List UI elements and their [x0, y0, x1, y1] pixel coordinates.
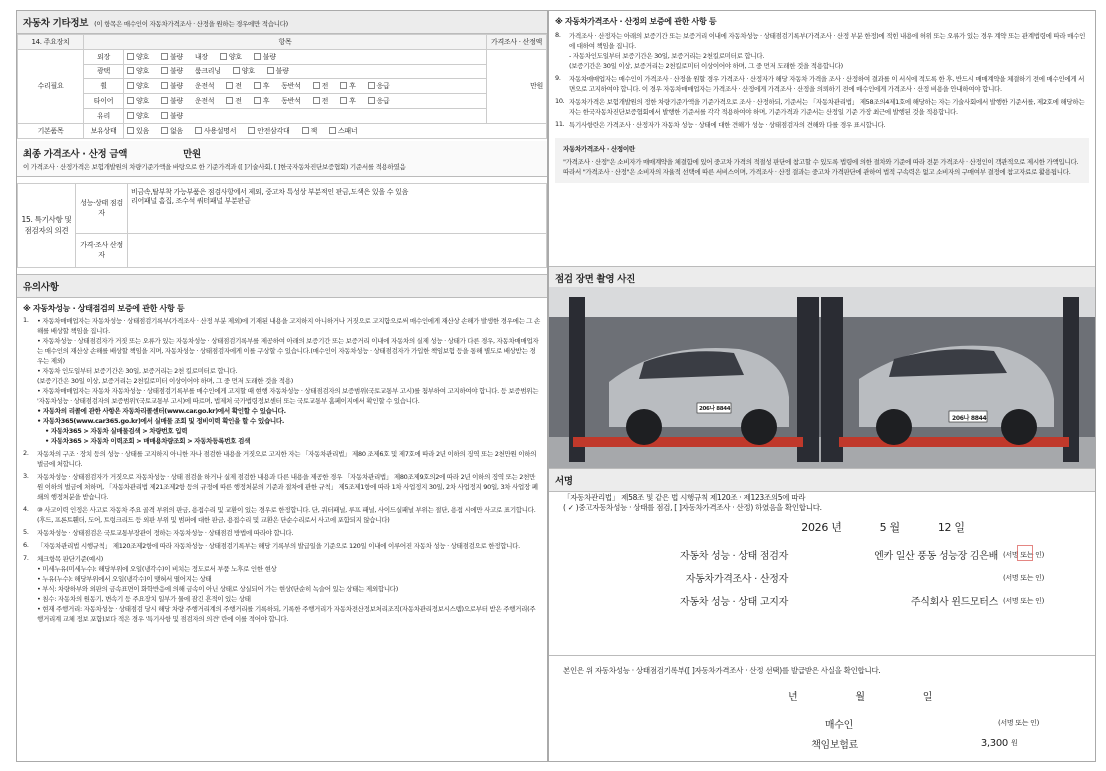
option-label: 불량 [262, 52, 276, 61]
row-name: 외장 [84, 49, 124, 64]
issue-year: 년 [788, 692, 798, 703]
fee-label: 책임보험료 [811, 739, 858, 751]
checkbox[interactable] [161, 97, 168, 104]
checkbox[interactable] [368, 82, 375, 89]
option-label: 후 [262, 97, 270, 106]
inspection-photo [549, 287, 1095, 468]
sign-suffix: (서명 또는 인) [1003, 596, 1045, 605]
sign-month: 5 월 [879, 521, 900, 534]
signer-role: 자동차 성능 · 상태 고지자 [680, 597, 788, 608]
main-device-th: 14. 주요장치 [18, 35, 84, 50]
row-options [124, 123, 547, 138]
item-line: 자동차성능 · 상태점검자가 거짓으로 자동차성능 · 상태 점검을 하거나 실제 점검한 내용과 다른 내용을 제공한 경우 「자동차관리법」 제80조제9호의2에 따라 2년 이하의 징역 또는 2천만원 이하의 벌금에 처하며, 「자동차관리법 제21조제2항 등의 규정에 따른 행정처분의 기준과 절차에 관한 규칙」 제5조제1항에 따라 1차 사업정지 30일, 2차 사업정지 90일, 3차 사업장 폐쇄의 행정처분을 받습니다. [37, 472, 538, 501]
signer-name: 엔카 일산 풍동 성능장 김은배 [874, 551, 998, 562]
checkbox[interactable] [220, 53, 227, 60]
signature-row [563, 589, 1083, 612]
checkbox[interactable] [226, 97, 233, 104]
option-label: 불량 [169, 52, 183, 61]
option-label: 불량 [169, 97, 183, 106]
item-number: 8. [555, 31, 561, 39]
checkbox[interactable] [340, 82, 347, 89]
checkbox[interactable] [248, 127, 255, 134]
row-name-2: 운전석 [194, 97, 215, 106]
option-label: 안전삼각대 [257, 126, 290, 135]
checkbox[interactable] [161, 127, 168, 134]
caution-item [23, 528, 541, 538]
option-label: 양호 [241, 67, 255, 76]
plate-right: 206나 8844 [952, 415, 987, 422]
signer-name: 주식회사 윈드모터스 [910, 597, 998, 608]
row-name-2: 운전석 [194, 82, 215, 91]
row-options [124, 94, 487, 109]
item-line: • 자동차365 > 자동차 실매물검색 > 차량번호 입력 [45, 426, 188, 435]
checkbox[interactable] [127, 82, 134, 89]
checkbox[interactable] [161, 53, 168, 60]
fee-value: 3,300 [980, 737, 1008, 749]
option-label: 후 [262, 82, 270, 91]
law-line-1: 「자동차관리법」 제58조 및 같은 법 시행규칙 제120조 · 제123조의5에 따라 [563, 493, 806, 502]
checkbox[interactable] [233, 67, 240, 74]
guarantee-item [555, 120, 1089, 130]
item-line: • 자동차365 > 자동차 이력조회 > 매매용차량조회 > 자동차등록번호 검색 [45, 436, 251, 445]
etc-info-header [17, 11, 547, 34]
sign-area [563, 493, 1083, 612]
issue-statement: 본인은 위 자동차성능 · 상태점검기록부([ ]자동차가격조사 · 산정 선택)를 발급받은 사실을 확인합니다. [563, 666, 881, 675]
checkbox[interactable] [161, 82, 168, 89]
item-line: 자동차의 구조 · 장치 등의 성능 · 상태를 고지하지 아니한 자나 점검한 내용을 거짓으로 고지한 자는 「자동차관리법」 제80 조제6호 및 제7호에 따라 2년 이하의 징역 또는 2천만원 이하의 벌금에 처합니다. [37, 449, 537, 468]
caution-item [23, 541, 541, 551]
checkbox[interactable] [313, 97, 320, 104]
item-line: ⑩ 사고이력 인정은 사고로 자동차 주요 골격 부위의 판금, 용접수리 및 교환이 있는 경우로 한정합니다. 단, 쿼터패널, 루프 패널, 사이드실패널 부위는 절단, 용접 시에만 사고로 표기합니다. [37, 505, 536, 514]
option-label: 전 [321, 97, 329, 106]
row-name-2: 내장 [194, 52, 208, 61]
checkbox[interactable] [127, 67, 134, 74]
option-label: 전 [235, 82, 242, 91]
row-options [124, 79, 487, 94]
option-label: 양호 [136, 52, 149, 61]
caution-header: 유의사항 [17, 274, 547, 298]
item-line: 자동차가격은 보험개발원의 정한 차량기준가액을 기준가격으로 조사 · 산정하되, 기준서는 「자동차관리법」 제58조의4제1호에 해당하는 자는 기술사회에서 발행한 기준서를, 제2호에 해당하는 자는 한국자동차진단보증협회에서 발행한 기준서를 각각 적용하여야 하며, 기준가격과 기준서는 산정일 기준 가장 최근에 발행된 것을 적용합니다. [569, 98, 1085, 116]
item-number: 10. [555, 97, 565, 105]
checkbox[interactable] [254, 53, 261, 60]
caution-item [23, 554, 541, 624]
plate-left: 206나 8844 [699, 406, 731, 412]
fee-row [563, 733, 1081, 753]
checkbox[interactable] [161, 112, 168, 119]
guarantee-item [555, 31, 1089, 71]
checkbox[interactable] [161, 67, 168, 74]
etc-info-title: 자동차 기타정보 [23, 18, 89, 29]
item-th: 항목 [84, 35, 487, 50]
signer-role: 자동차가격조사 · 산정자 [685, 574, 788, 585]
item-line: 체크항목 판단기준(예시) [37, 554, 104, 563]
appraiser-opinion-label: 가격·조사 산정자 [76, 233, 128, 267]
item-line: • 현재 주행거리: 자동차성능 · 상태점검 당시 해당 차량 주행거리계의 주행거리를 기록하되, 기록한 주행거리가 자동차전산정보처리조직(자동차관리정보시스템)으로부터 받은 주행거리(주행거리계 교체 정보 포함)보다 적은 경우 '특기사항 및 점검자의 의견' 란에 이를 적어야 합니다. [37, 604, 536, 623]
issue-date [788, 688, 1081, 703]
item-line: 가격조사 · 산정자는 아래의 보증기간 또는 보증거리 이내에 자동차성능 · 상태점검기록부(가격조사 · 산정 부분 한정)에 적힌 내용에 허위 또는 오류가 있는 경우 계약 또는 관계법령에 따라 매수인에 대하여 책임을 집니다. [569, 32, 1086, 50]
appraisal-info-text: "가격조사 · 산정"은 소비자가 매매계약을 체결함에 있어 중고차 가격의 적절성 판단에 참고할 수 있도록 법령에 의한 절차와 기준에 따라 전문 가격조사 · 산정인이 객관적으로 제시한 가액입니다. 따라서 "가격조사 · 산정"은 소비자의 자율적 선택에 따른 서비스이며, 가격조사 · 산정 결과는 중고차 가격판단에 관하여 법적 구속력은 없고 소비자의 구매여부 결정에 참고자료로 활용됩니다. [563, 158, 1079, 176]
inspector-opinion-text: 비금속,탈부착 가능부품은 점검사항에서 제외, 중고차 특성상 부분적인 판금,도색은 있을 수 있음 리어패널 흠집, 조수석 쿼터패널 부분판금 [128, 183, 547, 233]
option-label: 불량 [169, 111, 183, 120]
option-label: 불량 [169, 67, 183, 76]
guarantee-item [555, 97, 1089, 117]
final-price-heading [17, 141, 547, 162]
checkbox[interactable] [127, 97, 134, 104]
checkbox[interactable] [267, 67, 274, 74]
option-label: 스패너 [337, 126, 358, 135]
option-label: 불량 [169, 82, 183, 91]
sign-suffix: (서명 또는 인) [1003, 550, 1045, 559]
inspector-opinion-label: 성능·상태 점검자 [76, 183, 128, 233]
final-price-note: 이 가격조사 · 산정가격은 보험개발원의 차량기준가액을 바탕으로 한 기준가격과 ([ ]기술사회, [ ]한국자동차진단보증협회) 기준서를 적용하였음 [17, 162, 547, 177]
row-name-2: 룸크리닝 [194, 67, 221, 76]
special-notes-label: 15. 특기사항 및 점검자의 의견 [18, 183, 76, 267]
left-column [16, 10, 548, 762]
checkbox[interactable] [340, 97, 347, 104]
etc-info-note: (이 항목은 매수인이 자동차가격조사 · 산정을 원하는 경우에만 적습니다) [94, 20, 288, 28]
right-column [548, 10, 1096, 762]
price-guarantee-list [549, 29, 1095, 130]
item-line: • 자동차매매업자는 자동차 자동차성능 · 상태점검기록부를 매수인에게 고지할 때 현행 자동차성능 · 상태점검자의 보증범위(국토교통부 고시)를 첨부하여 고지하여야 합니다. 등 보증범위는 '자동차성능 · 상태점검자의 보증범위'(국토교통부 고시)에 따르며, 법제처 국가법령정보센터 또는 국토교통부 홈페이지에서 확인할 수 있습니다. [37, 386, 539, 405]
checkbox[interactable] [329, 127, 336, 134]
row-options [124, 108, 487, 123]
checkbox[interactable] [368, 97, 375, 104]
sign-date [683, 519, 1083, 535]
final-price-unit: 만원 [183, 148, 201, 160]
item-line: • 자동차매매업자는 자동차성능 · 상태점검기록부(가격조사 · 산정 부분 제외)에 기재된 내용을 고지하지 아니하거나 거짓으로 고지함으로써 매수인에게 재산상 손해가 발생한 경우에는 그 손해를 배상할 책임을 집니다. [37, 316, 541, 335]
issue-area [549, 655, 1095, 753]
option-label: 없음 [169, 126, 183, 135]
item-line: (후드, 프론트휀더, 도어, 트렁크리드 등 외판 부위 및 범퍼에 대한 판금, 용접수리 및 교환은 단순수리로서 사고에 포함되지 않습니다) [37, 515, 390, 524]
option-label: 후 [349, 82, 356, 91]
checkbox[interactable] [302, 127, 309, 134]
special-notes-table [17, 183, 547, 268]
price-th: 가격조사 · 산정액 [487, 35, 547, 50]
row-name-3: 동반석 [281, 97, 301, 106]
buyer-label: 매수인 [824, 719, 853, 731]
fee-unit: 원 [1011, 739, 1018, 747]
stamp-icon [1017, 545, 1033, 561]
row-name: 보유상태 [84, 123, 124, 138]
price-unit: 만원 [487, 49, 547, 123]
appraisal-info-title: 자동차가격조사 · 산정이란 [563, 145, 635, 153]
item-line: 특기사항란은 가격조사 · 산정자가 자동차 성능 · 상태에 대한 견해가 성능 · 상태점검자의 견해와 다를 경우 표시합니다. [569, 121, 886, 129]
item-number: 2. [23, 448, 29, 457]
caution-item [23, 472, 541, 502]
option-label: 사용설명서 [203, 126, 237, 135]
option-label: 응급 [376, 82, 390, 91]
item-line: • 자동차 인도일부터 보증기간은 30일, 보증거리는 2천 킬로미터로 합니다. [37, 366, 238, 375]
item-number: 6. [23, 540, 29, 549]
item-number: 9. [555, 74, 561, 82]
checkbox[interactable] [313, 82, 320, 89]
basic-items-label: 기본품목 [18, 123, 84, 138]
signature-slot [1003, 550, 1044, 560]
main-device-table [17, 34, 547, 139]
sign-suffix: (서명 또는 인) [998, 719, 1040, 727]
inspection-photo-image [549, 287, 1095, 468]
row-name: 유리 [84, 108, 124, 123]
option-label: 있음 [136, 126, 149, 135]
row-name-3: 동반석 [281, 82, 301, 91]
item-line: 자동차매매업자는 매수인이 가격조사 · 산정을 원할 경우 가격조사 · 산정자가 해당 자동차 가격을 조사 · 산정하여 결과를 이 서식에 적도록 한 후, 반드시 매매계약을 체결하기 전에 매수인에게 서면으로 고지하여야 합니다. 이 경우 자동차매매업자는 가격조사 · 산정에게 가격조사 · 산정을 의뢰하기 전에 매수인에게 가격조사 · 산정 비용을 안내하여야 합니다. [569, 75, 1085, 93]
item-line: - 자동차인도일부터 보증기간은 30일, 보증거리는 2천킬로미터로 합니다. [569, 52, 765, 60]
guarantee-title: ※ 자동차성능 · 상태점검의 보증에 관한 사항 등 [23, 303, 185, 313]
checkbox[interactable] [226, 82, 233, 89]
checkbox[interactable] [254, 82, 261, 89]
option-label: 전 [321, 82, 329, 91]
appraiser-opinion-text [128, 233, 547, 267]
photo-header: 점검 장면 촬영 사진 [549, 266, 1095, 290]
item-line: • 부식: 차량하부와 외판의 금속표면이 화학반응에 의해 금속이 아닌 상태로 상실되어 가는 현상(단순히 녹슬어 있는 상태는 제외합니다) [37, 584, 399, 593]
caution-item [23, 449, 541, 469]
row-options [124, 64, 487, 79]
item-line: 자동차성능 · 상태점검은 국토교통부장관이 정하는 자동차성능 · 상태점검 방법에 따라야 합니다. [37, 528, 294, 537]
row-name: 휠 [84, 79, 124, 94]
option-label: 양호 [136, 67, 149, 76]
final-price-title: 최종 가격조사 · 산정 금액 [23, 148, 128, 160]
item-line: (보증기간은 30일 이상, 보증거리는 2천킬로미터 이상이어야 하며, 그 중 먼저 도래한 것을 적용합니다) [569, 62, 843, 70]
item-line: • 자동차성능 · 상태점검자가 거짓 또는 오류가 있는 자동차성능 · 상태점검기록부를 제공하여 아래의 보증기간 또는 보증거리 이내에 자동차의 실제 성능 · 상태가 다른 경우, 자동차매매업자는 매수인의 재산상 손해를 배상할 책임을 지며, 자동차성능 · 상태점검자에게 이를 구상할 수 있습니다.(매수인이 자동차성능 · 상태점검자가 가입한 책임보험 등을 통해 별도로 배상받는 경우는 제외) [37, 336, 539, 365]
item-number: 11. [555, 120, 565, 128]
row-options [124, 49, 487, 64]
checkbox[interactable] [127, 53, 134, 60]
caution-item [23, 316, 541, 446]
repair-needed-label: 수리필요 [18, 49, 84, 123]
item-number: 3. [23, 471, 29, 480]
option-label: 양호 [228, 52, 242, 61]
option-label: 양호 [136, 111, 149, 120]
item-number: 7. [23, 553, 29, 562]
item-line: • 누유(누수): 해당부위에서 오일(냉각수)이 맺혀서 떨어지는 상태 [37, 574, 212, 583]
buyer-row [563, 713, 1081, 733]
law-line-2: ( ✓ )중고자동차성능 · 상태를 점검, [ ]자동차가격조사 · 산정) 하였음을 확인합니다. [563, 503, 822, 512]
issue-day: 일 [922, 692, 933, 703]
item-number: 1. [23, 315, 29, 324]
caution-item [23, 505, 541, 525]
price-guarantee-title: ※ 자동차가격조사 · 산정의 보증에 관한 사항 등 [555, 17, 717, 26]
option-label: 양호 [136, 82, 149, 91]
checkbox[interactable] [254, 97, 261, 104]
guarantee-item [555, 74, 1089, 94]
item-line: (보증기간은 30일 이상, 보증거리는 2천킬로미터 이상이어야 하며, 그 중 먼저 도래한 것을 적용) [37, 376, 293, 385]
item-line: 「자동차관리법 시행규칙」 제120조제2항에 따라 자동차성능 · 상태점검기록부는 해당 기록부의 발급일을 기준으로 120일 이내에 이루어진 자동차 성능 · 상태점검으로 한정합니다. [37, 541, 520, 550]
item-number: 5. [23, 527, 29, 536]
option-label: 응급 [376, 97, 390, 106]
row-name: 광택 [84, 64, 124, 79]
signature-row [563, 566, 1083, 589]
row-name: 타이어 [84, 94, 124, 109]
sign-header: 서명 [549, 468, 1095, 492]
issue-month: 월 [855, 692, 865, 703]
checkbox[interactable] [127, 127, 134, 134]
item-line: • 침수: 자동차의 원동기, 변속기 등 주요장치 일부가 물에 잠긴 흔적이 있는 상태 [37, 594, 251, 603]
option-label: 양호 [136, 97, 149, 106]
item-line: • 미세누유(미세누수): 해당부위에 오일(냉각수)이 비치는 정도로서 부품 노후로 인한 현상 [37, 564, 277, 573]
item-line: • 자동차365(www.car365.go.kr)에서 실매물 조회 및 정비이력 확인을 할 수 있습니다. [37, 416, 285, 425]
checkbox[interactable] [127, 112, 134, 119]
option-label: 후 [349, 97, 356, 106]
caution-list [17, 316, 547, 624]
signature-row [563, 543, 1083, 566]
sign-year: 2026 년 [801, 521, 842, 534]
item-line: • 자동차의 리콜에 관한 사항은 자동차리콜센터(www.car.go.kr)에서 확인할 수 있습니다. [37, 406, 286, 415]
appraisal-info-box [555, 138, 1089, 183]
option-label: 전 [235, 97, 242, 106]
checkbox[interactable] [195, 127, 202, 134]
item-number: 4. [23, 504, 29, 513]
signer-role: 자동차 성능 · 상태 점검자 [680, 551, 788, 562]
sign-day: 12 일 [937, 521, 965, 534]
sign-suffix: (서명 또는 인) [1003, 573, 1045, 582]
option-label: 잭 [310, 126, 317, 135]
option-label: 불량 [275, 67, 289, 76]
